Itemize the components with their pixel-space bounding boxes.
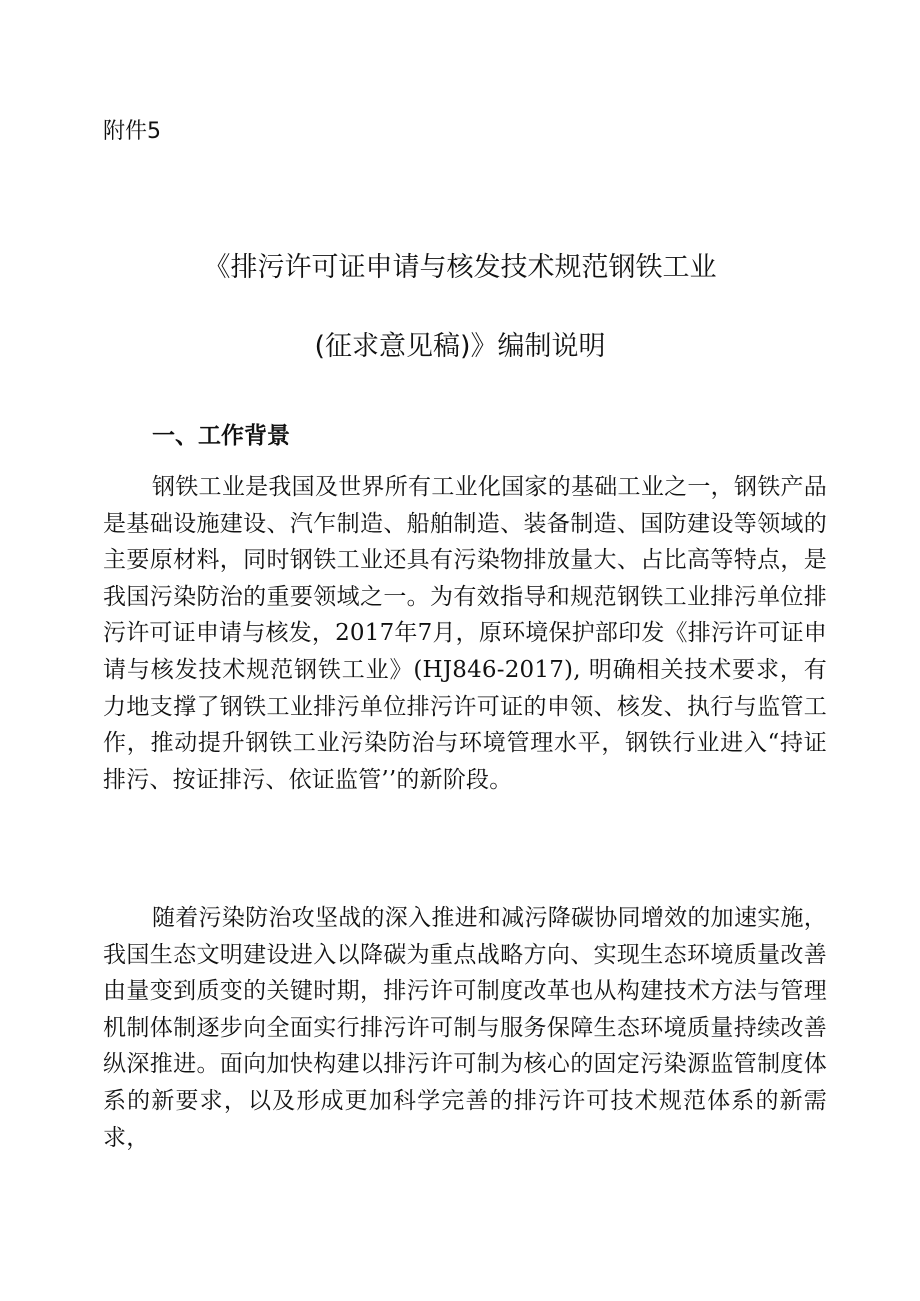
section-heading-background: 一、工作背景 xyxy=(152,422,290,449)
body-paragraph-2: 随着污染防治攻坚战的深入推进和减污降碳协同增效的加速实施，我国生态文明建设进入以降碳为重点战略方向、实现生态环境质量改善由量变到质变的关键时期，排污许可制度改革也从构建技术方法与管理机制体制逐步向全面实行排污许可制与服务保障生态环境质量持续改善纵深推进。面向加快构建以排污许可制为核心的固定污染源监管制度体系的新要求，以及形成更加科学完善的排污许可技术规范体系的新需求， xyxy=(103,905,827,1151)
attachment-label: 附件5 xyxy=(103,119,161,144)
document-title-line1: 《排污许可证申请与核发技术规范钢铁工业 xyxy=(203,252,717,283)
document-title-line2: (征求意见稿)》编制说明 xyxy=(314,331,606,362)
body-paragraph-1: 钢铁工业是我国及世界所有工业化国家的基础工业之一，钢铁产品是基础设施建设、汽乍制造、船舶制造、装备制造、国防建设等领域的主要原材料，同时钢铁工业还具有污染物排放量大、占比高等特点，是我国污染防治的重要领域之一。为有效指导和规范钢铁工业排污单位排污许可证申请与核发，2017年7月，原环境保护部印发《排污许可证申请与核发技术规范钢铁工业》(HJ846-2017), 明确相关技术要求，有力地支撑了钢铁工业排污单位排污许可证的申领、核发、执行与监管工作，推动提升钢铁工业污染防治与环境管理水平，钢铁行业进入“持证排污、按证排污、依证监管’’的新阶段。 xyxy=(103,474,827,793)
